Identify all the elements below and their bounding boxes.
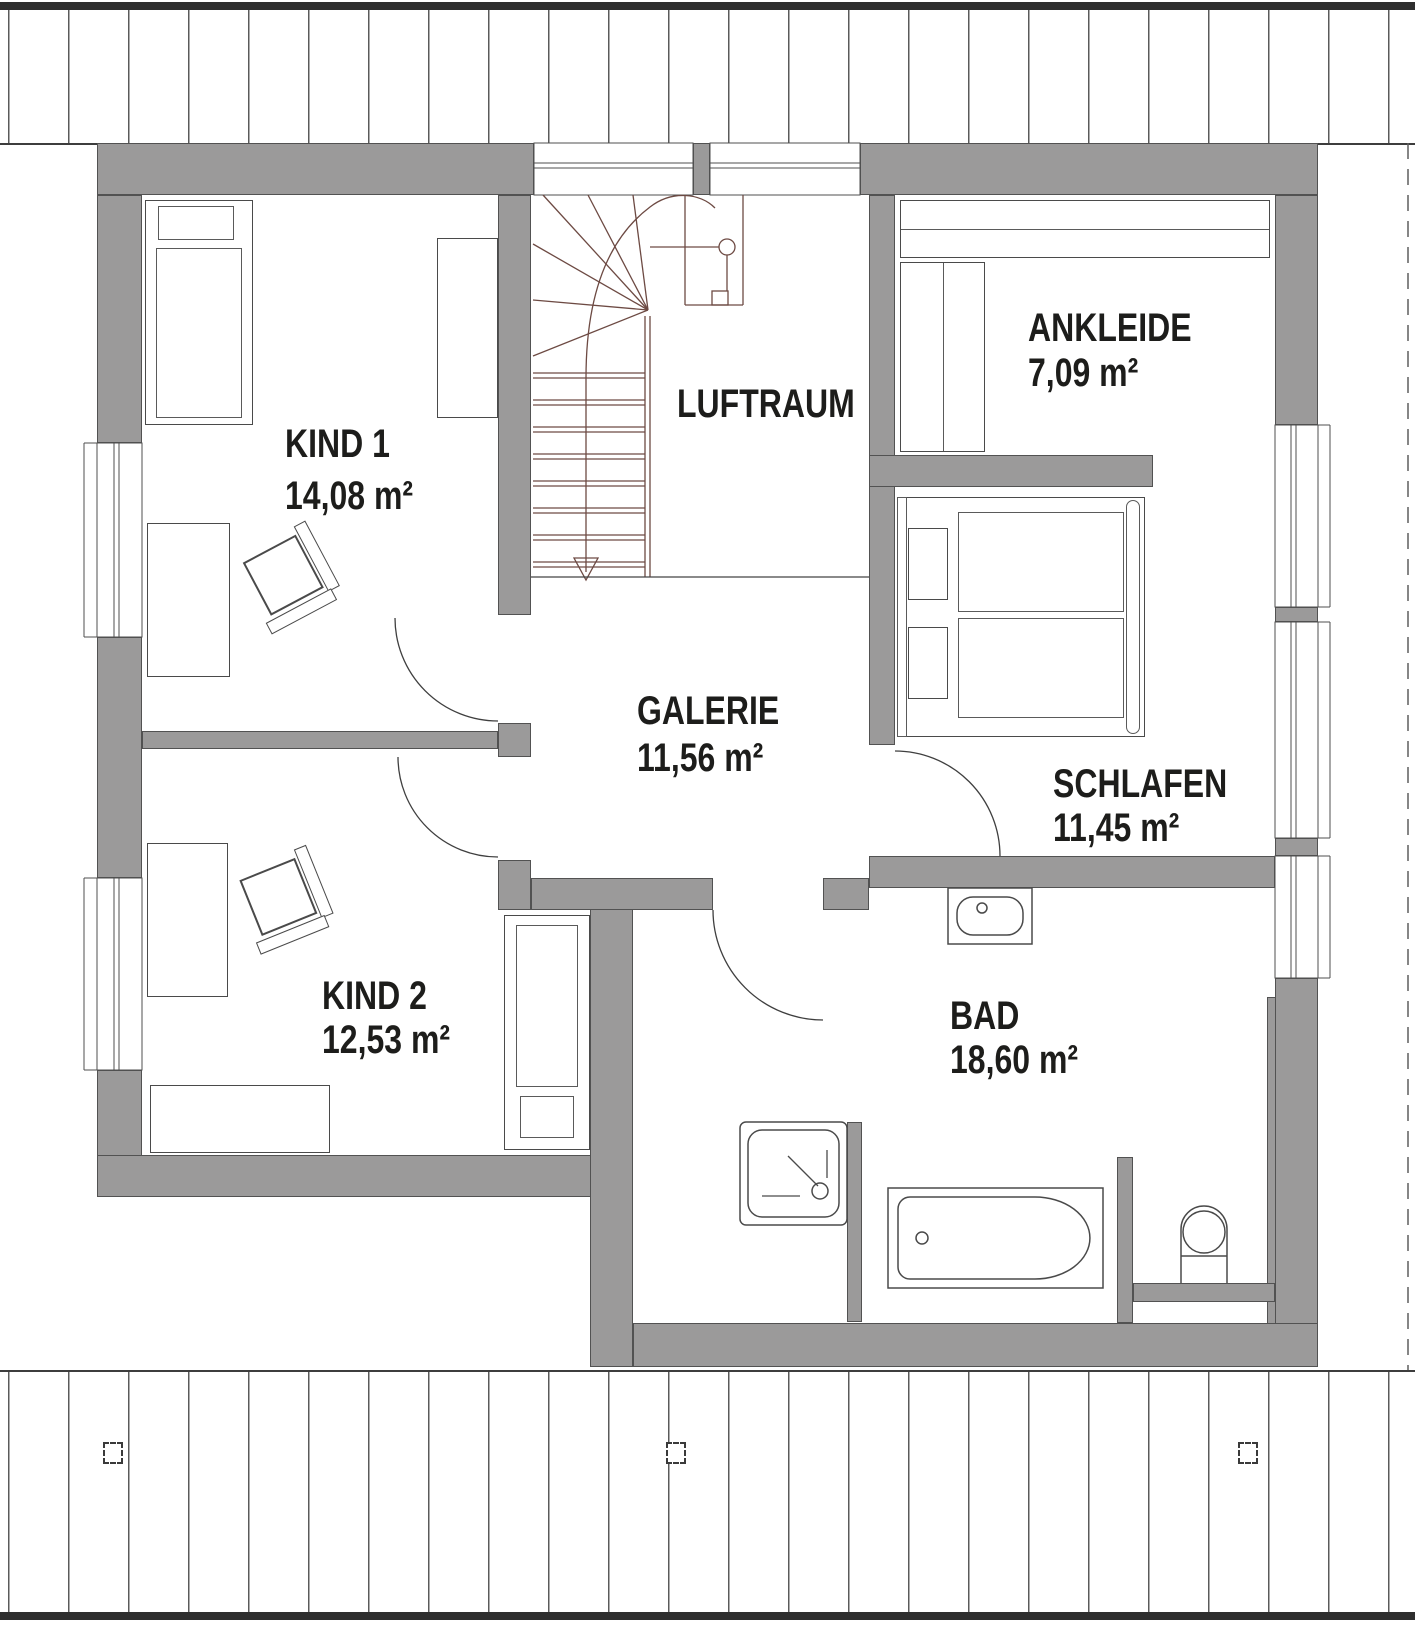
window-right-ankleide — [1275, 425, 1330, 607]
room-area-kind1: 14,08 m² — [285, 474, 414, 518]
washbasin — [948, 888, 1032, 944]
room-label-bad: BAD — [950, 994, 1020, 1038]
door-arc-schlafen — [895, 751, 1000, 856]
room-label-kind2: KIND 2 — [322, 974, 427, 1018]
shower — [740, 1122, 847, 1225]
window-left-kind2 — [84, 878, 142, 1070]
window-right-bad — [1275, 856, 1330, 978]
window-top-stair-1 — [534, 143, 693, 195]
window-left-kind1 — [84, 443, 142, 637]
room-area-bad: 18,60 m² — [950, 1038, 1079, 1082]
room-label-schlafen: SCHLAFEN — [1053, 762, 1228, 806]
door-arc-bad — [713, 910, 823, 1020]
toilet — [1181, 1206, 1227, 1283]
door-arcs — [395, 618, 1000, 1020]
room-label-luftraum: LUFTRAUM — [677, 382, 855, 426]
room-area-kind2: 12,53 m² — [322, 1018, 451, 1062]
room-area-schlafen: 11,45 m² — [1053, 806, 1180, 850]
window-top-stair-2 — [710, 143, 860, 195]
room-label-galerie: GALERIE — [637, 689, 780, 733]
room-label-kind1: KIND 1 — [285, 422, 390, 466]
door-arc-kind1 — [395, 618, 498, 721]
room-label-ankleide: ANKLEIDE — [1028, 306, 1192, 350]
bathtub — [888, 1188, 1103, 1288]
door-arc-kind2 — [398, 757, 498, 857]
room-area-galerie: 11,56 m² — [637, 736, 764, 780]
window-right-schlafen — [1275, 622, 1330, 838]
room-area-ankleide: 7,09 m² — [1028, 351, 1139, 395]
